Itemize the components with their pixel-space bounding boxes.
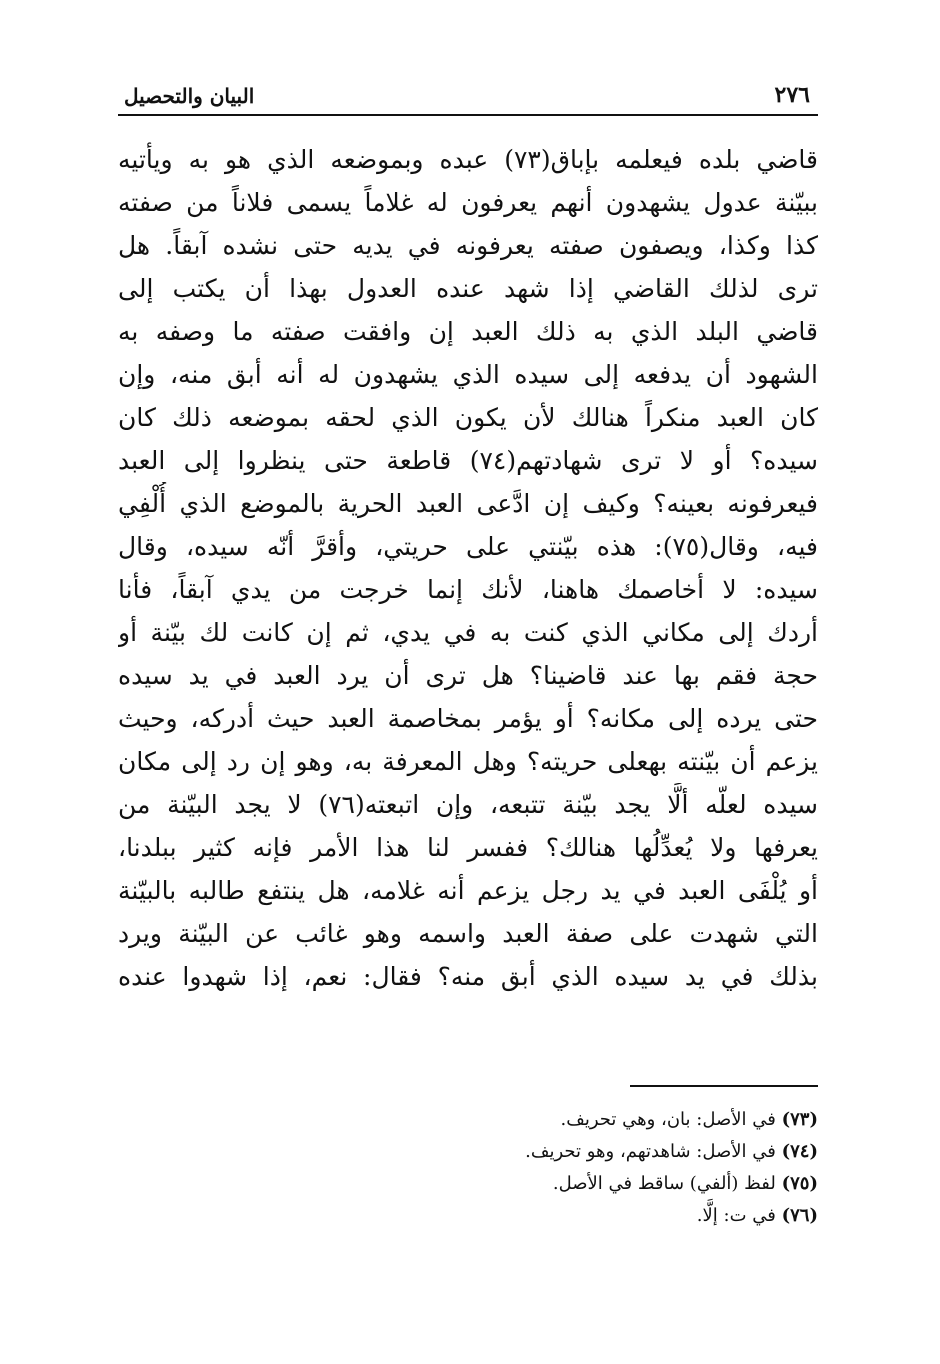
running-title: البيان والتحصيل [124, 84, 255, 108]
footnote-divider [630, 1085, 818, 1087]
text-line: حجة فقم بها عند قاضينا؟ هل ترى أن يرد العبد في يد سيده [118, 661, 818, 690]
footnote-text: لفظ (ألفي) ساقط في الأصل. [552, 1173, 776, 1194]
page-header [118, 82, 818, 116]
footnote-text: في الأصل: شاهدتهم، وهو تحريف. [525, 1141, 776, 1162]
text-line: التي شهدت على صفة العبد واسمه وهو غائب عن البيّنة ويرد [118, 919, 818, 948]
text-line: سيده لعلّه ألَّا يجد بيّنة تتبعه، وإن اتبعته(٧٦) لا يجد البيّنة من [118, 790, 818, 819]
text-line: قاضي البلد الذي به ذلك العبد إن وافقت صفته ما وصفه به [118, 317, 818, 346]
text-line: يزعم أن بيّنته بهعلى حريته؟ وهل المعرفة به، وهو إن رد إلى مكان [118, 747, 818, 776]
footnote-text: في ت: إلَّا. [696, 1205, 776, 1226]
footnotes [400, 1104, 818, 1232]
text-line: أردك إلى مكاني الذي كنت به في يدي، ثم إن كانت لك بيّنة أو [118, 618, 818, 647]
text-line: بذلك في يد سيده الذي أبق منه؟ فقال: نعم، إذا شهدوا عنده [118, 962, 818, 991]
text-line: سيده؟ أو لا ترى شهادتهم(٧٤) قاطعة حتى ينظروا إلى العبد [118, 446, 818, 475]
footnote-text: في الأصل: بان، وهي تحريف. [560, 1109, 776, 1130]
text-line: أو يُلْفَى العبد في يد رجل يزعم أنه غلامه، هل ينتفع طالبه بالبيّنة [118, 876, 818, 905]
text-line: ببيّنة عدول يشهدون أنهم يعرفون له غلاماً يسمى فلاناً من صفته [118, 188, 818, 217]
text-line: يعرفها ولا يُعدِّلُها هنالك؟ ففسر لنا هذا الأمر فإنه كثير ببلدنا، [118, 833, 818, 862]
footnote-73 [400, 1104, 818, 1136]
footnote-number: (٧٣) [781, 1109, 818, 1130]
footnote-74 [400, 1136, 818, 1168]
footnote-number: (٧٥) [781, 1173, 818, 1194]
text-line: كان العبد منكراً هنالك لأن يكون الذي لحقه بموضعه ذلك كان [118, 403, 818, 432]
footnote-75 [400, 1168, 818, 1200]
text-line: كذا وكذا، ويصفون صفته يعرفونه في يديه حتى نشده آبقاً. هل [118, 231, 818, 260]
text-line: سيده: لا أخاصمك هاهنا، لأنك إنما خرجت من يدي آبقاً، فأنا [118, 575, 818, 604]
footnote-number: (٧٦) [781, 1205, 818, 1226]
text-line: قاضي بلده فيعلمه بإباق(٧٣) عبده وبموضعه الذي هو به ويأتيه [118, 145, 818, 174]
text-line: الشهود أن يدفعه إلى سيده الذي يشهدون له أنه أبق منه، وإن [118, 360, 818, 389]
footnote-76 [400, 1200, 818, 1232]
text-line: حتى يرده إلى مكانه؟ أو يؤمر بمخاصمة العبد حيث أدركه، وحيث [118, 704, 818, 733]
text-line: ترى لذلك القاضي إذا شهد عنده العدول بهذا أن يكتب إلى [118, 274, 818, 303]
text-line: فيه، وقال(٧٥): هذه بيّنتي على حريتي، وأقرَّ أنّه سيده، وقال [118, 532, 818, 561]
page-number: ٢٧٦ [774, 82, 810, 108]
footnote-number: (٧٤) [781, 1141, 818, 1162]
text-line: فيعرفونه بعينه؟ وكيف إن ادَّعى العبد الحرية بالموضع الذي أُلْفِي [118, 489, 818, 518]
body-text [118, 138, 818, 998]
